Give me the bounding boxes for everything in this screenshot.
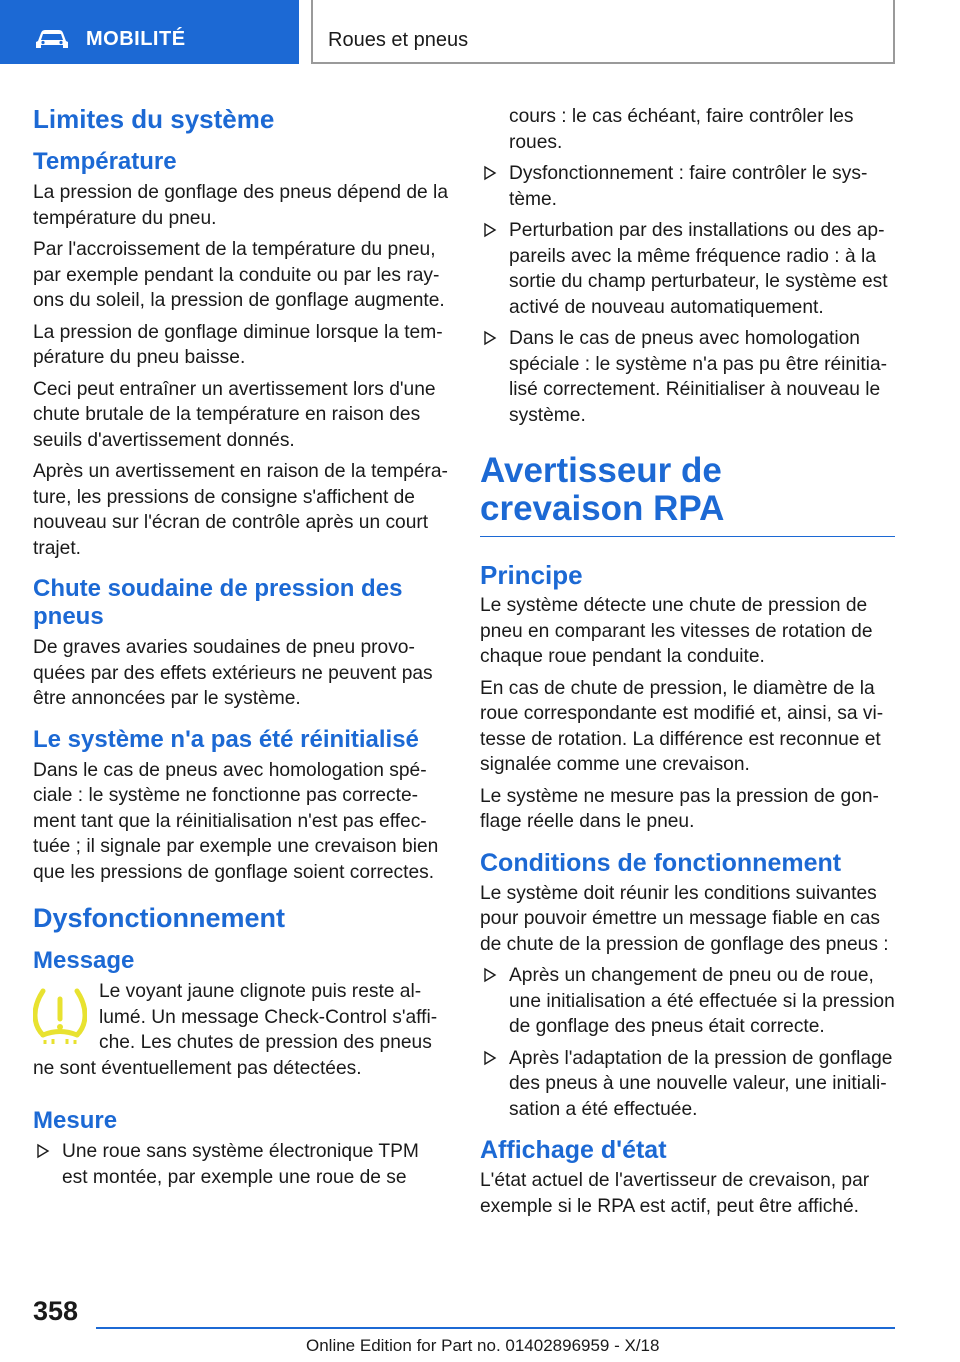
list-item [33,1139,448,1190]
message-paragraph: Le voyant jaune clignote puis reste allumé. Un message Check-Control s'affiche. Les chutes de pression des pneus ne sont éventuellement pas détectées. [33,981,438,1079]
triangle-bullet-icon [483,967,497,983]
triangle-bullet-icon [36,1143,50,1159]
heading-limits: Limites du système [33,104,275,134]
temp-paragraph-5: Après un avertissement en raison de la température, les pressions de consigne s'affichent de nouveau sur l'écran de contrôle après un court trajet. [33,461,448,559]
triangle-bullet-icon [483,330,497,346]
list-item-text: Une roue sans système électronique TPM est montée, par exemple une roue de se [62,1141,419,1188]
conditions-paragraph-1: Le système doit réunir les conditions suivantes pour pouvoir émettre un message fiable en cas de chute de la pression de gonflage des pneus : [480,882,889,955]
heading-measure: Mesure [33,1107,118,1134]
car-icon [34,27,70,51]
list-item [480,963,895,1040]
heading-status-display: Affichage d'état [480,1136,667,1164]
list-item [480,218,895,320]
footer-rule [96,1327,895,1329]
temp-paragraph-4: Ceci peut entraîner un avertissement lors d'une chute brutale de la température en raison des seuils d'avertissement donnés. [33,378,436,451]
header-section-label: MOBILITÉ [86,28,186,50]
triangle-bullet-icon [483,1050,497,1066]
heading-rule [480,536,895,537]
noinit-paragraph-1: Dans le cas de pneus avec homologation spéciale : le système ne fonctionne pas correctement tant que la réinitialisation n'est pas effectuée ; il signale par exemple une crevaison bien que les pressions de gonflage soient correctes. [33,759,439,883]
heading-conditions: Conditions de fonctionnement [480,848,842,877]
heading-principle: Principe [480,560,583,590]
triangle-bullet-icon [483,165,497,181]
status-paragraph-1: L'état actuel de l'avertisseur de crevaison, par exemple si le RPA est actif, peut être affiché. [480,1170,870,1217]
temp-paragraph-1: La pression de gonflage des pneus dépend de la température du pneu. [33,182,448,229]
list-item-text: Perturbation par des installations ou des appareils avec la même fréquence radio : à la sortie du champ perturbateur, le système est activé de nouveau automatiquement. [509,220,888,318]
heading-not-initialized: Le système n'a pas été réinitialisé [33,725,419,753]
temp-paragraph-2: Par l'accroissement de la température du pneu, par exemple pendant la conduite ou par les rayons du soleil, la pression de gonflage augmente. [33,239,445,311]
right-column [480,104,895,1225]
heading-temperature: Température [33,148,177,175]
footer-edition: Online Edition for Part no. 01402896959 - X/18 [306,1336,660,1355]
list-item-text: Dans le cas de pneus avec homologation spéciale : le système n'a pas pu être réinitialisé correctement. Réinitialiser à nouveau le système. [509,328,888,426]
list-item [480,161,895,212]
left-column [33,98,448,1196]
heading-malfunction: Dysfonctionnement [33,903,286,933]
principle-paragraph-2: En cas de chute de pression, le diamètre de la roue correspondante est modifié et, ainsi, sa vitesse de rotation. La différence est reconnue et signalée comme une crevaison. [480,677,884,775]
temp-paragraph-3: La pression de gonflage diminue lorsque la température du pneu baisse. [33,321,443,368]
heading-rpa: Avertisseur de crevaison RPA [480,451,725,528]
measure-list-continued [480,161,895,428]
list-item-text: Après l'adaptation de la pression de gonflage des pneus à une nouvelle valeur, une initialisation a été effectuée. [509,1047,893,1120]
tire-pressure-warning-icon [33,985,87,1045]
measure-list [33,1139,448,1190]
list-item-text: Dysfonctionnement : faire contrôler le système. [509,163,868,210]
principle-paragraph-3: Le système ne mesure pas la pression de gonflage réelle dans le pneu. [480,785,879,832]
header-chapter-tab [311,0,895,64]
page-number: 358 [33,1296,79,1326]
principle-paragraph-1: Le système détecte une chute de pression de pneu en comparant les vitesses de rotation de chaque roue pendant la conduite. [480,595,873,667]
heading-sudden-drop: Chute soudaine de pression des pneus [33,575,403,630]
list-item-text: Après un changement de pneu ou de roue, une initialisation a été effectuée si la pression de gonflage des pneus était correcte. [509,965,895,1037]
continued-list-text: cours : le cas échéant, faire contrôler les roues. [509,106,854,153]
message-block [33,979,448,1107]
heading-message: Message [33,947,135,974]
triangle-bullet-icon [483,222,497,238]
list-item [480,326,895,428]
drop-paragraph-1: De graves avaries soudaines de pneu provoquées par des effets extérieurs ne peuvent pas être annoncées par le système. [33,637,433,709]
header-section-tab [0,0,299,64]
header-chapter-label: Roues et pneus [328,29,469,51]
conditions-list [480,963,895,1122]
list-item [480,1046,895,1123]
